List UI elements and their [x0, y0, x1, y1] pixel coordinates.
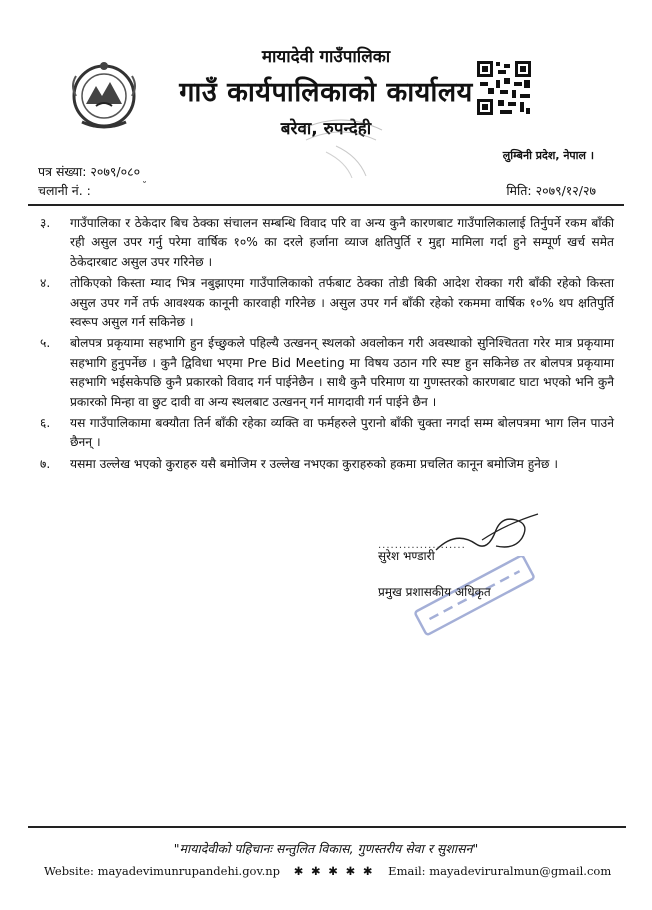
dispatch-number: चलानी नं. :: [38, 183, 91, 198]
clause-item: [40, 214, 614, 272]
office-seal-icon: [296, 110, 386, 180]
org-name-main: गाउँ कार्यपालिकाको कार्यालय: [179, 77, 473, 108]
clause-number: ३.: [40, 216, 51, 230]
clause-text: यस गाउँपालिकामा बक्यौता तिर्न बाँकी रहेका व्यक्ति वा फर्महरुले पुरानो बाँकी चुक्ता नगर्दा सम्म बोलपत्रमा भाग लिन पाउने छैनन् ।: [70, 416, 614, 450]
clause-number: ६.: [40, 416, 51, 431]
clause-text: तोकिएको किस्ता म्याद भित्र नबुझाएमा गाउँपालिकाको तर्फबाट ठेक्का तोडी बिकी आदेश रोक्का गरी बाँकी रहेको किस्ता असुल उपर गर्ने तर्फ आवश्यक कानूनी कारवाही गरिनेछ । असुल उपर गर्न बाँकी रहेको रकममा वार्षिक १०% थप क्षतिपुर्ति स्वरूप असुल गर्न सकिनेछ ।: [70, 276, 614, 330]
org-location: बरेवा, रुपन्देही: [280, 119, 372, 139]
email-link[interactable]: Email: mayadeviruralmun@gmail.com: [388, 864, 612, 878]
signature-line: .....................: [378, 540, 466, 551]
clause-list: [40, 214, 614, 476]
tick-mark: ˘: [142, 181, 147, 192]
signatory-title: प्रमुख प्रशासकीय अधिकृत: [378, 585, 491, 599]
clause-number: ७.: [40, 456, 51, 471]
footer-motto: "मायादेवीको पहिचानः सन्तुलित विकास, गुणस्तरीय सेवा र सुशासन": [173, 841, 479, 856]
clause-number: ५.: [40, 336, 51, 351]
clause-text: बोलपत्र प्रकृयामा सहभागि हुन ईच्छुकले पहिल्यै उत्खनन् स्थलको अवलोकन गरी अवस्थाको सुनिश्चितता गरेर मात्र प्रकृयामा सहभागि हुनुपर्नेछ । कुनै द्विविधा भएमा Pre Bid Meeting मा विषय उठान गरि स्पष्ट हुन सकिनेछ तर बोलपत्र प्रकृयामा सहभागि भईसकेपछि कुनै प्रकारको विवाद गर्न पाईनेछैन । साथै कुनै परिमाण या गुणस्तरको कारणबाट घाटा भएको भनि कुनै प्रकारको मिन्हा वा छुट दावी वा अन्य स्थलबाट उत्खनन् गर्न मागदावी गर्न पाईने छैन ।: [70, 336, 614, 409]
org-name-small: मायादेवी गाउँपालिका: [261, 47, 391, 67]
reference-number: पत्र संख्या: २०७९/०८०: [38, 164, 141, 179]
signature-icon: [426, 510, 546, 560]
footer-divider: [28, 826, 626, 828]
clause-number: ४.: [40, 276, 51, 291]
clause-item: [40, 455, 614, 474]
clause-text: गाउँपालिका र ठेकेदार बिच ठेक्का संचालन सम्बन्धि विवाद परि वा अन्य कुनै कारणबाट गाउँपालिकालाई तिर्नुपर्ने रकम बाँकी रही असुल उपर गर्नु परेमा वार्षिक १०% का दरले हर्जाना व्याज क्षतिपुर्ति र मुद्दा मामिला गर्दा हुने सम्पूर्ण खर्च समेत ठेकेदारबाट असुल उपर गरिनेछ ।: [70, 216, 614, 269]
letter-date: मिति: २०७९/१२/२७: [506, 183, 596, 198]
footer-contact: [44, 864, 612, 878]
clause-item: [40, 274, 614, 332]
clause-item: [40, 414, 614, 453]
clause-text: यसमा उल्लेख भएको कुराहरु यसै बमोजिम र उल्लेख नभएका कुराहरुको हकमा प्रचलित कानून बमोजिम हुनेछ ।: [70, 456, 558, 471]
signatory-name: सुरेश भण्डारी: [378, 549, 435, 563]
province-label: लुम्बिनी प्रदेश, नेपाल ।: [502, 149, 594, 162]
website-link[interactable]: Website: mayadevimunrupandehi.gov.np: [44, 864, 281, 878]
separator-stars: ✱ ✱ ✱ ✱ ✱: [293, 864, 375, 878]
clause-item: [40, 334, 614, 412]
header-divider: [28, 204, 624, 206]
